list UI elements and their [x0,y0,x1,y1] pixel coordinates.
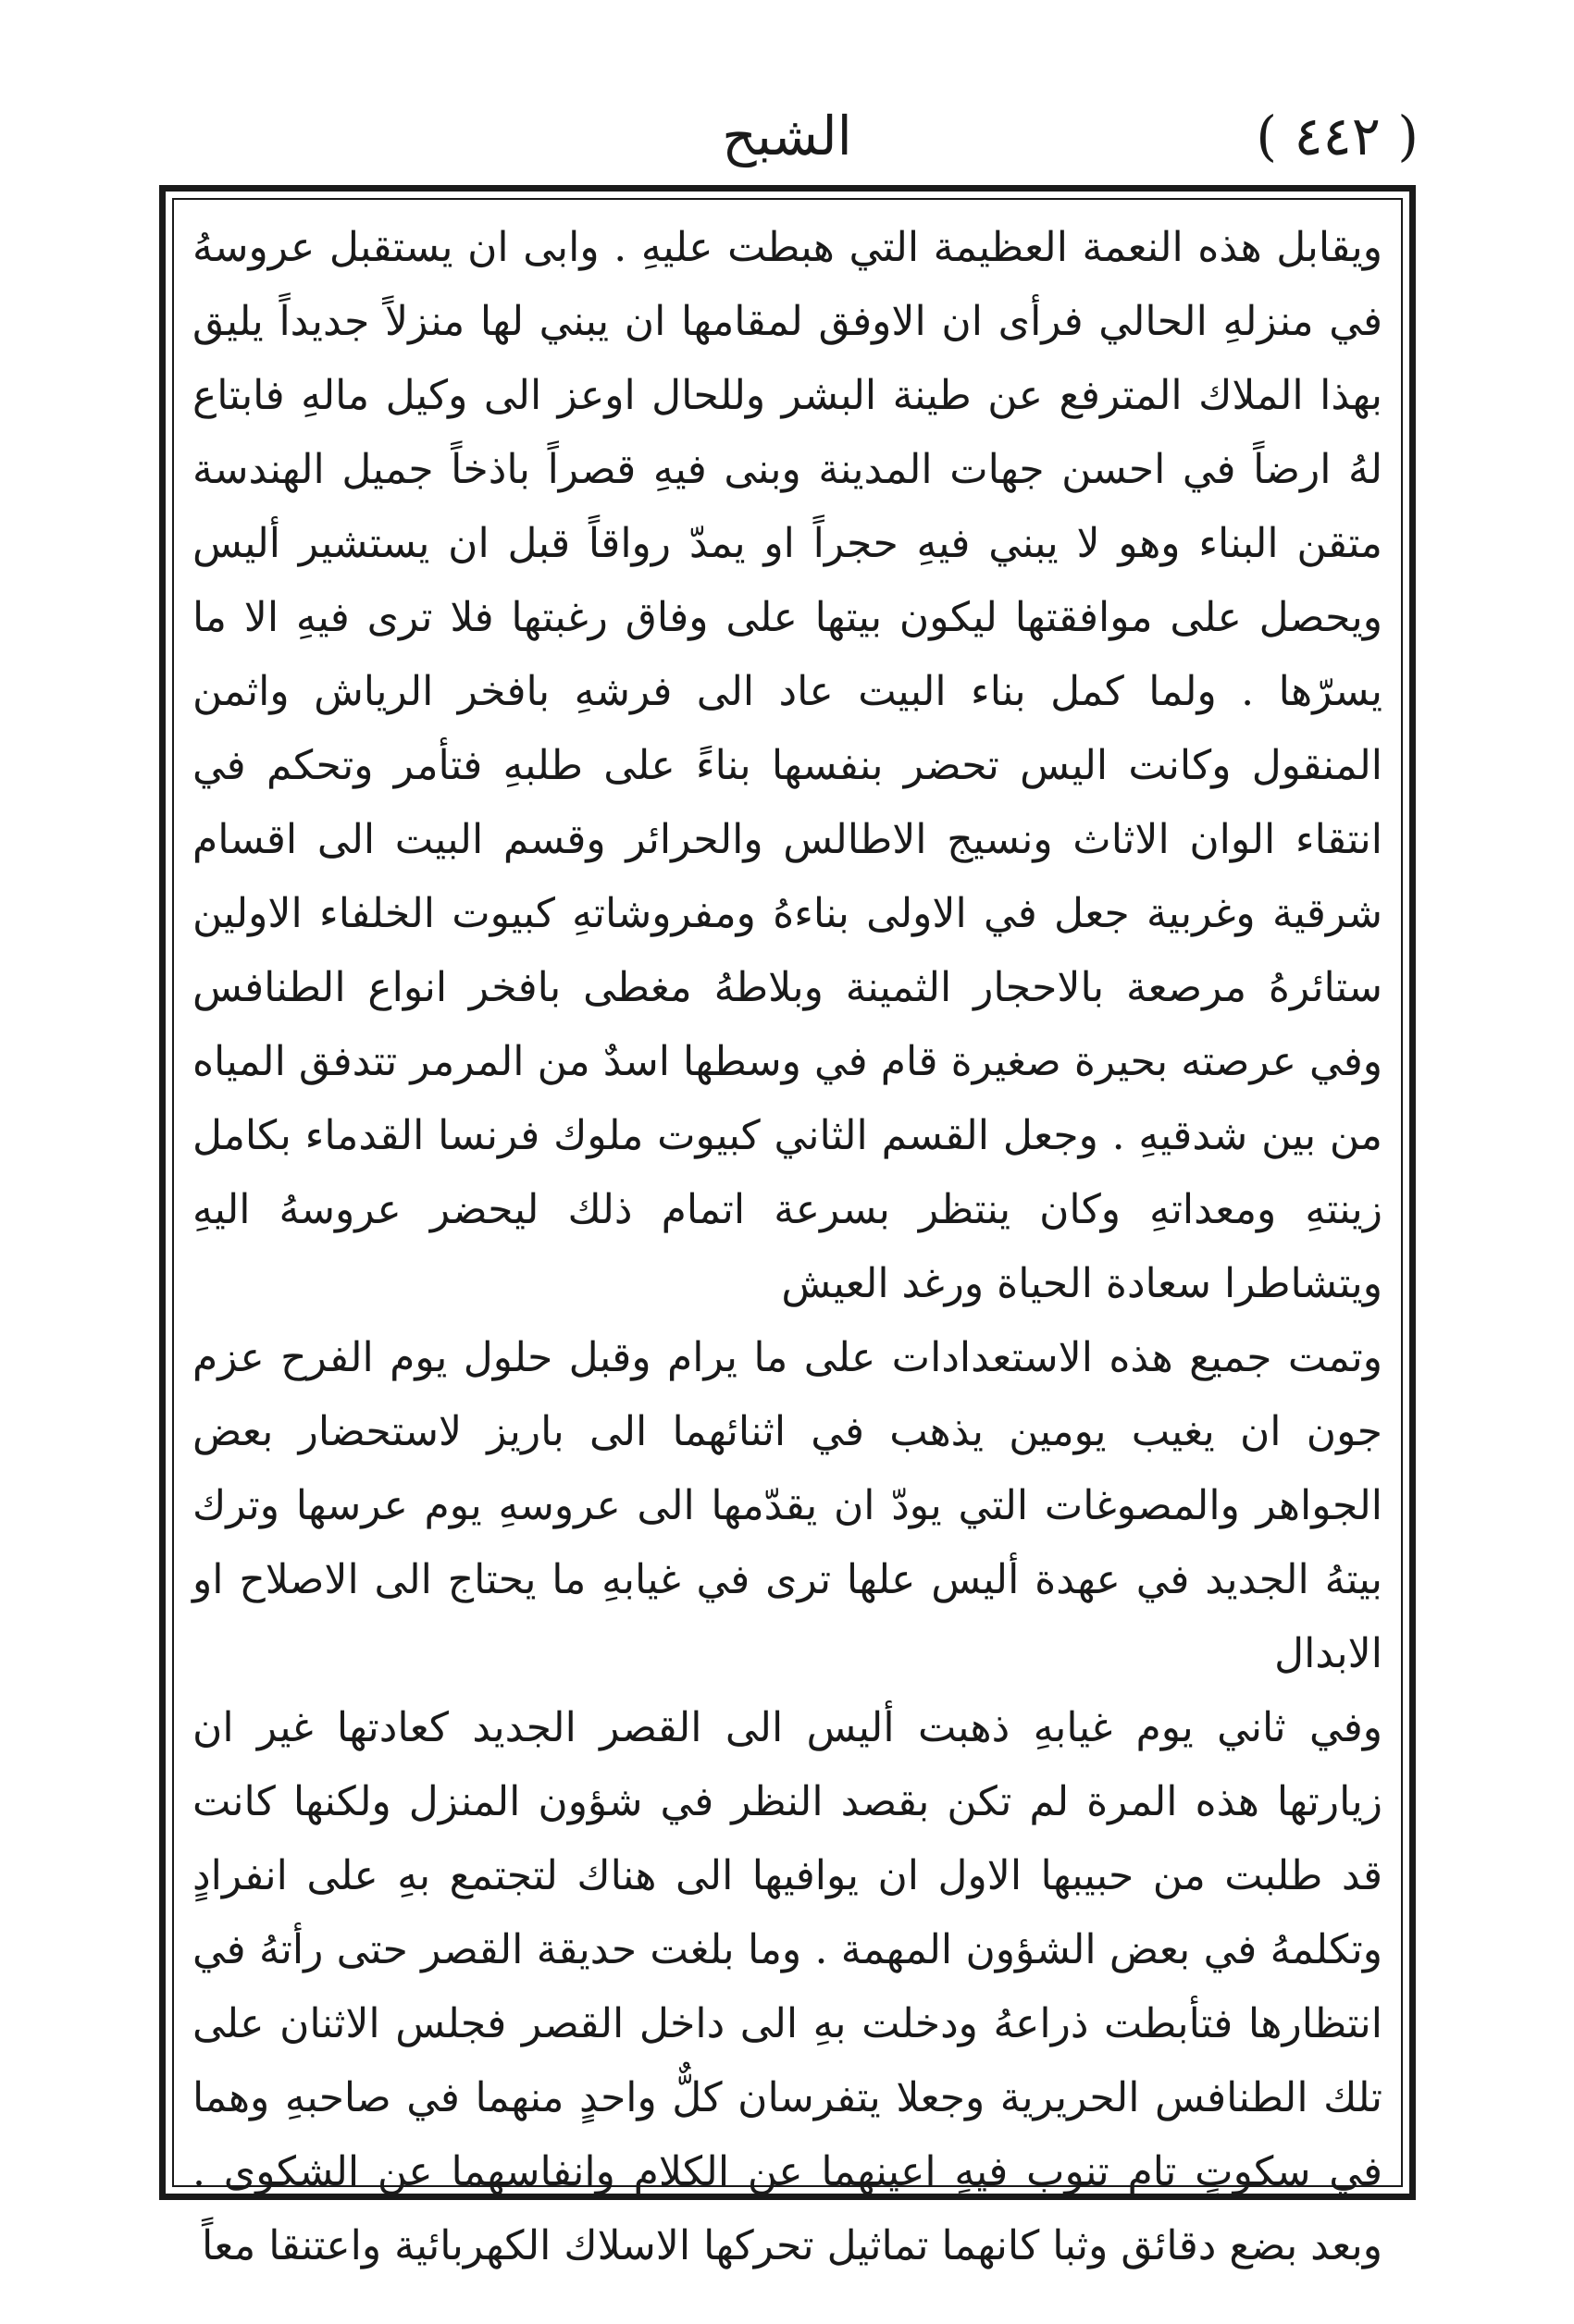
paragraph-3: وفي ثاني يوم غيابهِ ذهبت أليس الى القصر الجديد كعادتها غير ان زيارتها هذه المرة لم تكن بقصد النظر في شؤون المنزل ولكنها كانت قد طلبت من حبيبها الاول ان يوافيها الى هناك لتجتمع بهِ على انفرادٍ وتكلمهُ في بعض الشؤون المهمة . وما بلغت حديقة القصر حتى رأتهُ في انتظارها فتأبطت ذراعهُ ودخلت بهِ الى داخل القصر فجلس الاثنان على تلك الطنافس الحريرية وجعلا يتفرسان كلٌّ واحدٍ منهما في صاحبهِ وهما في سكوتٍ تام تنوب فيهِ اعينهما عن الكلام وانفاسهما عن الشكوى . وبعد بضع دقائق وثبا كانهما تماثيل تحركها الاسلاك الكهربائية واعتنقا معاً [192,1704,1382,2269]
page-number: ( ٤٤٢ ) [1256,105,1419,167]
paragraph-1: ويقابل هذه النعمة العظيمة التي هبطت عليهِ . وابى ان يستقبل عروسهُ في منزلهِ الحالي فرأى ان الاوفق لمقامها ان يبني لها منزلاً جديداً يليق بهذا الملاك المترفع عن طينة البشر وللحال اوعز الى وكيل مالهِ فابتاع لهُ ارضاً في احسن جهات المدينة وبنى فيهِ قصراً باذخاً جميل الهندسة متقن البناء وهو لا يبني فيهِ حجراً او يمدّ رواقاً قبل ان يستشير أليس ويحصل على موافقتها ليكون بيتها على وفاق رغبتها فلا ترى فيهِ الا ما يسرّها . ولما كمل بناء البيت عاد الى فرشهِ بافخر الرياش واثمن المنقول وكانت اليس تحضر بنفسها بناءً على طلبهِ فتأمر وتحكم في انتقاء الوان الاثاث ونسيج الاطالس والحرائر وقسم البيت الى اقسام شرقية وغربية جعل في الاولى بناءهُ ومفروشاتهِ كبيوت الخلفاء الاولين ستائرهُ مرصعة بالاحجار الثمينة وبلاطهُ مغطى بافخر انواع الطنافس وفي عرصته بحيرة صغيرة قام في وسطها اسدٌ من المرمر تتدفق المياه من بين شدقيهِ . وجعل القسم الثاني كبيوت ملوك فرنسا القدماء بكامل زينتهِ ومعداتهِ وكان ينتظر بسرعة اتمام ذلك ليحضر عروسهُ اليهِ ويتشاطرا سعادة الحياة ورغد العيش [192,224,1383,1307]
running-title: الشبح [722,105,852,167]
paragraph-2: وتمت جميع هذه الاستعدادات على ما يرام وقبل حلول يوم الفرح عزم جون ان يغيب يومين يذهب في اثنائهما الى باريز لاستحضار بعض الجواهر والمصوغات التي يودّ ان يقدّمها الى عروسهِ يوم عرسها وترك بيتهُ الجديد في عهدة أليس علها ترى في غيابهِ ما يحتاج الى الاصلاح او الابدال [192,1334,1383,1677]
body-text [192,211,1382,2283]
